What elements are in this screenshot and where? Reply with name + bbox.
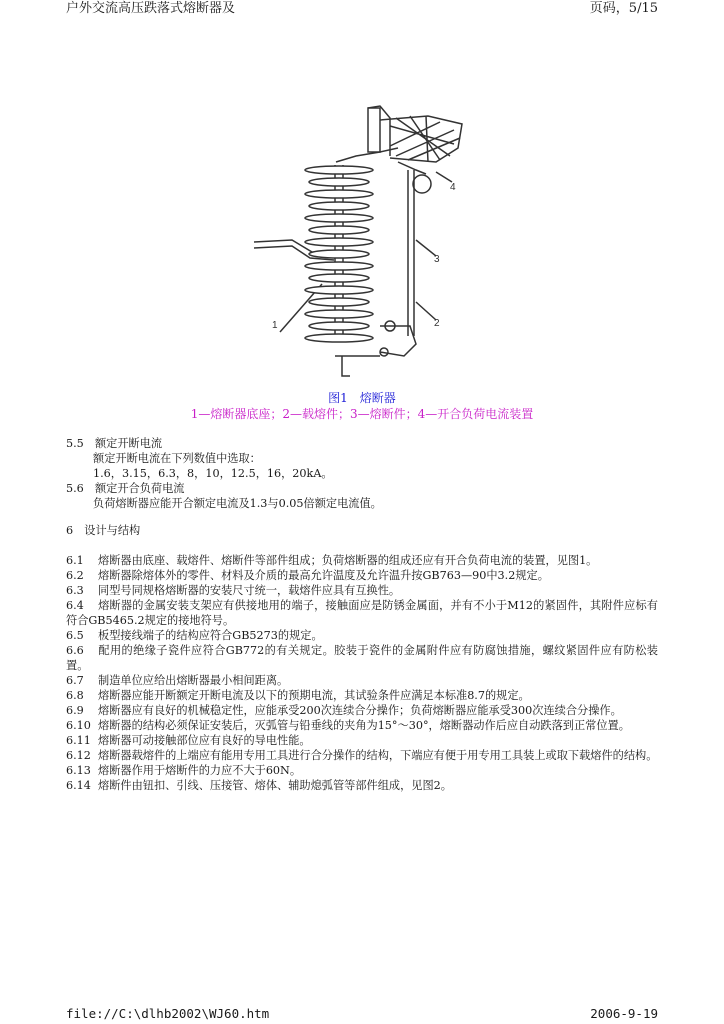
footer-file-path: file://C:\dlhb2002\WJ60.htm (66, 1006, 270, 1021)
section-6-title: 6 设计与结构 (66, 524, 141, 537)
item-6-7: 6.7 制造单位应给出熔断器最小相间距离。 (66, 674, 289, 687)
item-6-2: 6.2 熔断器除熔体外的零件、材料及介质的最高允许温度及允许温升按GB763—90中3.2规定。 (66, 569, 549, 582)
item-6-13: 6.13 熔断器作用于熔断件的力应不大于60N。 (66, 764, 302, 777)
item-6-10: 6.10 熔断器的结构必须保证安装后，灭弧管与铅垂线的夹角为15°～30°，熔断器动作后应自动跌落到正常位置。 (66, 719, 630, 732)
label-3: 3 (434, 254, 440, 265)
section-6-items (66, 553, 658, 793)
section-5-5-line1: 额定开断电流在下列数值中选取： (93, 452, 261, 465)
item-6-12: 6.12 熔断器载熔件的上端应有能用专用工具进行合分操作的结构，下端应有便于用专用工具装上或取下载熔件的结构。 (66, 749, 658, 762)
section-5-5-title: 5.5 额定开断电流 (66, 437, 163, 450)
section-5-5-line2: 1.6，3.15，6.3，8，10，12.5，16，20kA。 (93, 467, 333, 480)
item-6-3: 6.3 同型号同规格熔断器的安装尺寸统一，载熔件应具有互换性。 (66, 584, 401, 597)
figure-caption-title: 图1 熔断器 (328, 391, 396, 405)
item-6-4: 6.4 熔断器的金属安装支架应有供接地用的端子，接触面应是防锈金属面，并有不小于M12的紧固件，其附件应标有符合GB5465.2规定的接地符号。 (66, 599, 658, 627)
figure-caption-legend: 1—熔断器底座；2—载熔件；3—熔断件；4—开合负荷电流装置 (190, 407, 534, 421)
item-6-8: 6.8 熔断器应能开断额定开断电流及以下的预期电流，其试验条件应满足本标准8.7的规定。 (66, 689, 530, 702)
label-2: 2 (434, 318, 440, 329)
fuse-diagram (240, 100, 480, 390)
section-5-6-line1: 负荷熔断器应能开合额定电流及1.3与0.05倍额定电流值。 (93, 497, 382, 510)
item-6-9: 6.9 熔断器应有良好的机械稳定性，应能承受200次连续合分操作；负荷熔断器应能承受300次连续合分操作。 (66, 704, 622, 717)
item-6-1: 6.1 熔断器由底座、载熔件、熔断件等部件组成；负荷熔断器的组成还应有开合负荷电流的装置，见图1。 (66, 554, 598, 567)
item-6-14: 6.14 熔断件由钮扣、引线、压接管、熔体、辅助熄弧管等部件组成，见图2。 (66, 779, 452, 792)
label-1: 1 (272, 320, 278, 331)
page-number: 页码，5/15 (589, 1, 658, 16)
section-5-block (66, 436, 658, 511)
item-6-6: 6.6 配用的绝缘子瓷件应符合GB772的有关规定。胶装于瓷件的金属附件应有防腐蚀措施，螺纹紧固件应有防松装置。 (66, 644, 658, 672)
item-6-5: 6.5 板型接线端子的结构应符合GB5273的规定。 (66, 629, 323, 642)
header-title: 户外交流高压跌落式熔断器及 (66, 1, 236, 16)
label-4: 4 (450, 182, 456, 193)
footer-date: 2006-9-19 (590, 1006, 658, 1021)
item-6-11: 6.11 熔断器可动接触部位应有良好的导电性能。 (66, 734, 311, 747)
section-5-6-title: 5.6 额定开合负荷电流 (66, 482, 185, 495)
